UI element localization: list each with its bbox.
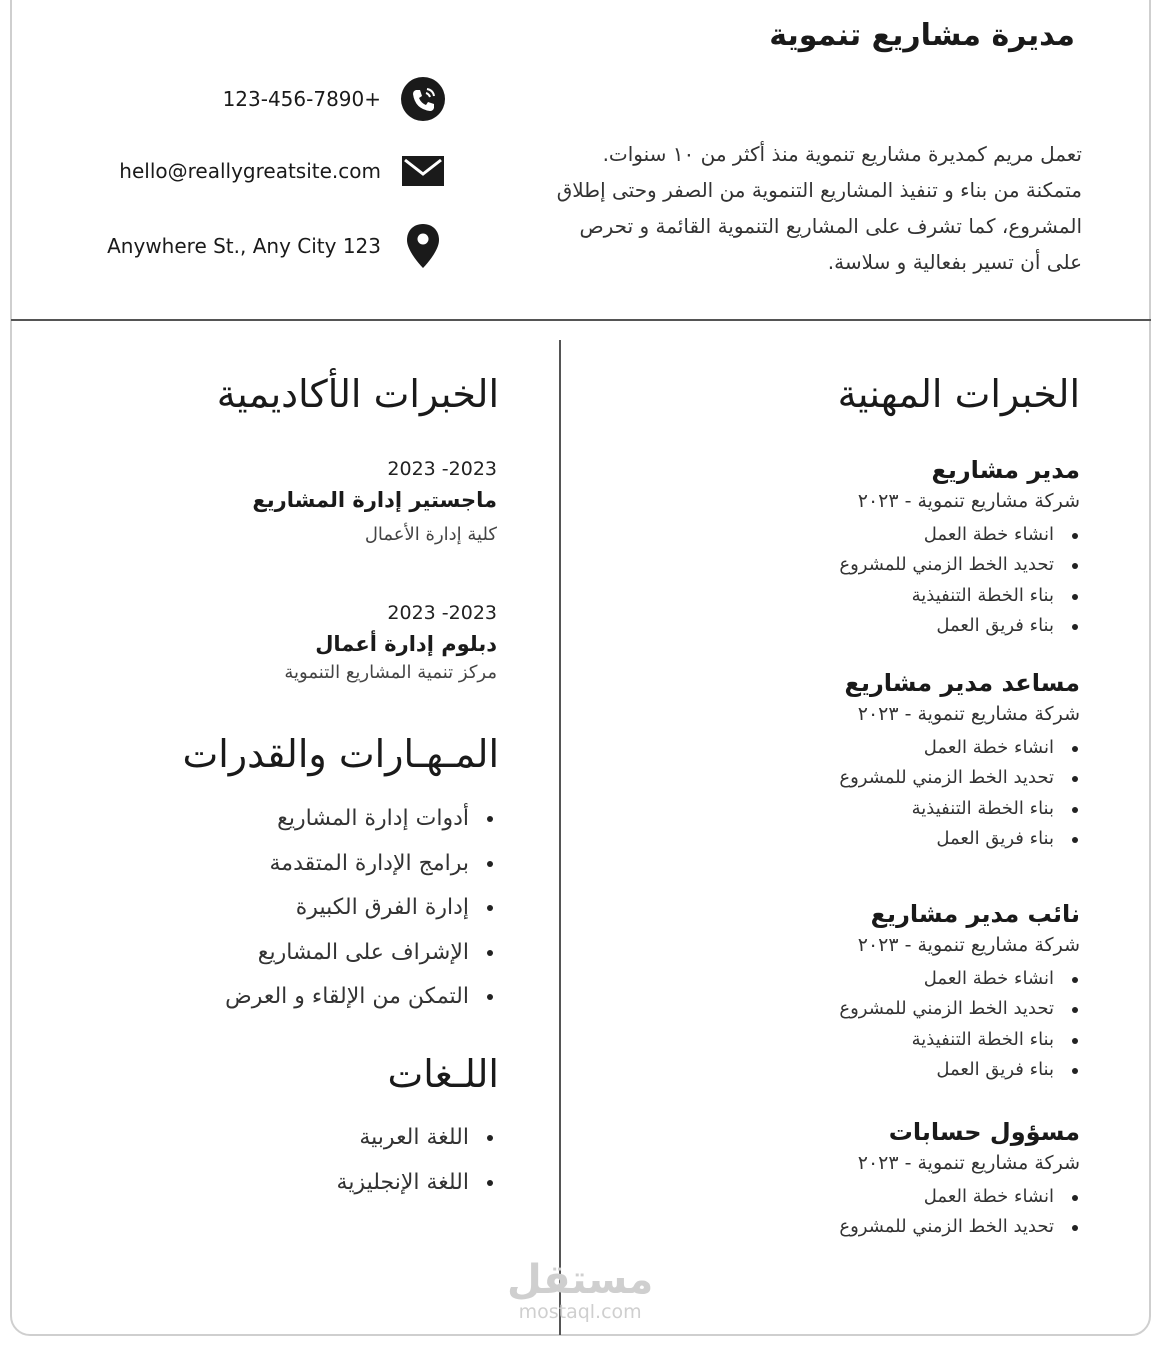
- experience-heading: الخبرات المهنية: [837, 372, 1080, 416]
- skills-heading: المـهـارات والقدرات: [182, 732, 499, 776]
- education-school: كلية إدارة الأعمال: [364, 524, 497, 545]
- job-tasks: [839, 520, 1080, 641]
- contact-address: [107, 224, 445, 268]
- skill-item: إدارة الفرق الكبيرة: [225, 886, 495, 931]
- job-company: شركة مشاريع تنموية - ٢٠٢٣: [857, 1152, 1080, 1174]
- job-task: بناء فريق العمل: [839, 1055, 1080, 1085]
- education-date: 2023 -2023: [387, 602, 497, 624]
- column-divider: [559, 340, 561, 1335]
- education-degree: دبلوم إدارة أعمال: [315, 632, 497, 656]
- education-school: مركز تنمية المشاريع التنموية: [284, 662, 497, 683]
- skills-list: [225, 797, 495, 1020]
- skill-item: أدوات إدارة المشاريع: [225, 797, 495, 842]
- job-task: بناء الخطة التنفيذية: [839, 794, 1080, 824]
- watermark-arabic: مستقل: [507, 1257, 654, 1303]
- job-task: بناء فريق العمل: [839, 824, 1080, 854]
- education-date: 2023 -2023: [387, 458, 497, 480]
- job-task: بناء الخطة التنفيذية: [839, 581, 1080, 611]
- skill-item: برامج الإدارة المتقدمة: [225, 842, 495, 887]
- language-item: اللغة الإنجليزية: [337, 1161, 495, 1206]
- email-icon: [401, 154, 445, 188]
- education-heading: الخبرات الأكاديمية: [216, 372, 499, 416]
- location-pin-icon: [401, 222, 445, 270]
- contact-email: [119, 149, 445, 193]
- job-task: انشاء خطة العمل: [839, 733, 1080, 763]
- phone-icon: [401, 77, 445, 121]
- address-text: Anywhere St., Any City 123: [107, 234, 381, 258]
- contact-phone: [223, 77, 445, 121]
- skill-item: الإشراف على المشاريع: [225, 931, 495, 976]
- education-entry: [252, 458, 497, 545]
- education-entry: [284, 602, 497, 683]
- job-task: تحديد الخط الزمني للمشروع: [839, 550, 1080, 580]
- job-entry: [839, 900, 1080, 1085]
- page-title: مديرة مشاريع تنموية: [769, 18, 1075, 53]
- job-title: مدير مشاريع: [931, 456, 1080, 484]
- job-task: انشاء خطة العمل: [839, 520, 1080, 550]
- header-divider: [11, 319, 1151, 321]
- job-company: شركة مشاريع تنموية - ٢٠٢٣: [857, 703, 1080, 725]
- profile-summary: تعمل مريم كمديرة مشاريع تنموية منذ أكثر من ١٠ سنوات. متمكنة من بناء و تنفيذ المشاريع التنموية من الصفر وحتى إطلاق المشروع، كما تشرف على المشاريع التنموية القائمة و تحرص على أن تسير بفعالية و سلاسة.: [556, 142, 1082, 274]
- languages-heading: اللـغات: [387, 1052, 499, 1096]
- job-tasks: [839, 733, 1080, 854]
- watermark: [507, 1258, 653, 1322]
- job-task: تحديد الخط الزمني للمشروع: [839, 994, 1080, 1024]
- job-task: بناء الخطة التنفيذية: [839, 1025, 1080, 1055]
- job-task: تحديد الخط الزمني للمشروع: [839, 1212, 1080, 1242]
- phone-text: 123-456-7890+: [222, 87, 381, 111]
- job-tasks: [839, 964, 1080, 1085]
- job-title: نائب مدير مشاريع: [870, 900, 1080, 928]
- job-entry: [839, 456, 1080, 641]
- education-degree: ماجستير إدارة المشاريع: [252, 488, 497, 512]
- job-entry: [839, 1118, 1080, 1243]
- skill-item: التمكن من الإلقاء و العرض: [225, 975, 495, 1020]
- job-title: مساعد مدير مشاريع: [844, 669, 1080, 697]
- job-task: انشاء خطة العمل: [839, 1182, 1080, 1212]
- job-title: مسؤول حسابات: [888, 1118, 1080, 1146]
- watermark-latin: mostaql.com: [518, 1301, 642, 1323]
- job-task: انشاء خطة العمل: [839, 964, 1080, 994]
- job-entry: [839, 669, 1080, 854]
- email-text: hello@reallygreatsite.com: [119, 159, 381, 183]
- job-task: بناء فريق العمل: [839, 611, 1080, 641]
- language-item: اللغة العربية: [337, 1116, 495, 1161]
- job-task: تحديد الخط الزمني للمشروع: [839, 763, 1080, 793]
- job-company: شركة مشاريع تنموية - ٢٠٢٣: [857, 934, 1080, 956]
- job-tasks: [839, 1182, 1080, 1243]
- job-company: شركة مشاريع تنموية - ٢٠٢٣: [857, 490, 1080, 512]
- languages-list: [337, 1116, 495, 1205]
